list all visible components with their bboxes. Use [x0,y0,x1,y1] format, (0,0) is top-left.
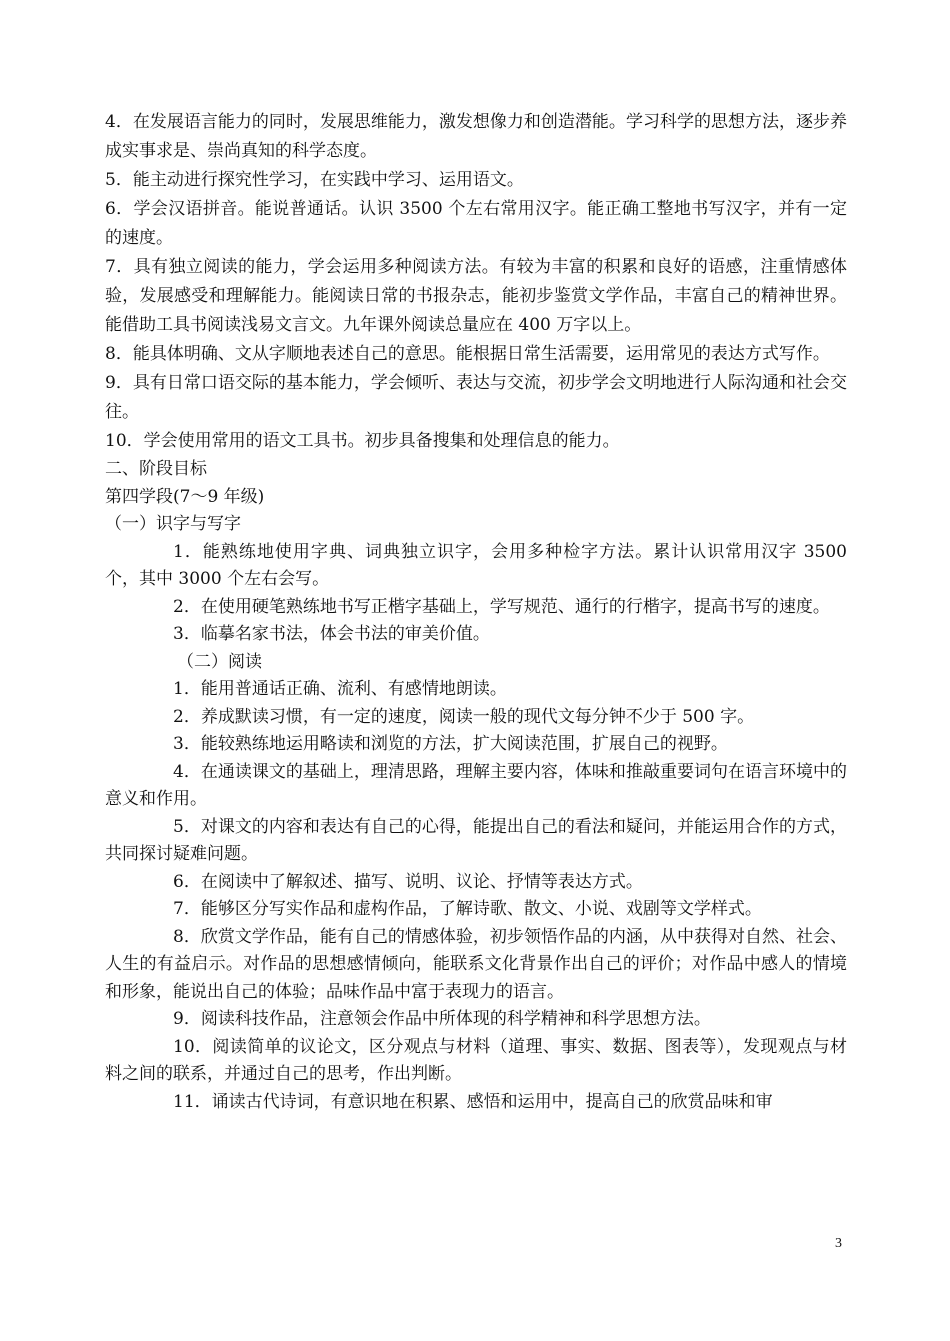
section-heading: 二、阶段目标 [105,459,207,479]
reading-item: 5．对课文的内容和表达有自己的心得，能提出自己的看法和疑问，并能运用合作的方式，共同探讨疑难问题。 [105,816,847,864]
reading-item: 10．阅读简单的议论文，区分观点与材料（道理、事实、数据、图表等），发现观点与材料之间的联系，并通过自己的思考，作出判断。 [105,1036,847,1084]
goal-paragraph: 4．在发展语言能力的同时，发展思维能力，激发想像力和创造潜能。学习科学的思想方法，逐步养成实事求是、崇尚真知的科学态度。 [105,112,847,161]
goal-paragraph: 9．具有日常口语交际的基本能力，学会倾听、表达与交流，初步学会文明地进行人际沟通和社会交往。 [105,373,847,422]
reading-item: 3．能较熟练地运用略读和浏览的方法，扩大阅读范围，扩展自己的视野。 [173,734,728,754]
goal-paragraph: 8．能具体明确、文从字顺地表述自己的意思。能根据日常生活需要，运用常见的表达方式写作。 [105,344,830,364]
goal-paragraph: 7．具有独立阅读的能力，学会运用多种阅读方法。有较为丰富的积累和良好的语感，注重情感体验，发展感受和理解能力。能阅读日常的书报杂志，能初步鉴赏文学作品，丰富自己的精神世界。能借助工具书阅读浅易文言文。九年课外阅读总量应在 400 万字以上。 [105,257,847,335]
reading-item: 4．在通读课文的基础上，理清思路，理解主要内容，体味和推敲重要词句在语言环境中的意义和作用。 [105,761,847,809]
stage-heading: 第四学段(7～9 年级) [105,486,265,507]
reading-item: 11．诵读古代诗词，有意识地在积累、感悟和运用中，提高自己的欣赏品味和审 [173,1091,773,1112]
writing-item: 3．临摹名家书法，体会书法的审美价值。 [173,624,490,644]
reading-item: 8．欣赏文学作品，能有自己的情感体验，初步领悟作品的内涵，从中获得对自然、社会、人生的有益启示。对作品的思想感情倾向，能联系文化背景作出自己的评价；对作品中感人的情境和形象，能说出自己的体验；品味作品中富于表现力的语言。 [105,926,847,1002]
reading-item: 7．能够区分写实作品和虚构作品，了解诗歌、散文、小说、戏剧等文学样式。 [173,899,762,919]
reading-item: 2．养成默读习惯，有一定的速度，阅读一般的现代文每分钟不少于 500 字。 [173,706,755,727]
reading-item: 9．阅读科技作品，注意领会作品中所体现的科学精神和科学思想方法。 [173,1009,711,1029]
goal-paragraph: 5．能主动进行探究性学习，在实践中学习、运用语文。 [105,170,524,190]
goal-paragraph: 6．学会汉语拼音。能说普通话。认识 3500 个左右常用汉字。能正确工整地书写汉字，并有一定的速度。 [105,199,847,248]
writing-item: 1．能熟练地使用字典、词典独立识字，会用多种检字方法。累计认识常用汉字 3500 个，其中 3000 个左右会写。 [105,541,847,589]
goal-paragraph: 10．学会使用常用的语文工具书。初步具备搜集和处理信息的能力。 [105,431,620,451]
writing-item: 2．在使用硬笔熟练地书写正楷字基础上，学写规范、通行的行楷字，提高书写的速度。 [173,596,830,617]
reading-item: 6．在阅读中了解叙述、描写、说明、议论、抒情等表达方式。 [173,871,643,892]
document-body [105,108,847,1116]
reading-item: 1．能用普通话正确、流利、有感情地朗读。 [173,679,507,699]
subsection-heading-writing: （一）识字与写字 [105,514,241,534]
subsection-heading-reading: （二）阅读 [177,651,262,672]
page-number: 3 [835,1236,842,1251]
